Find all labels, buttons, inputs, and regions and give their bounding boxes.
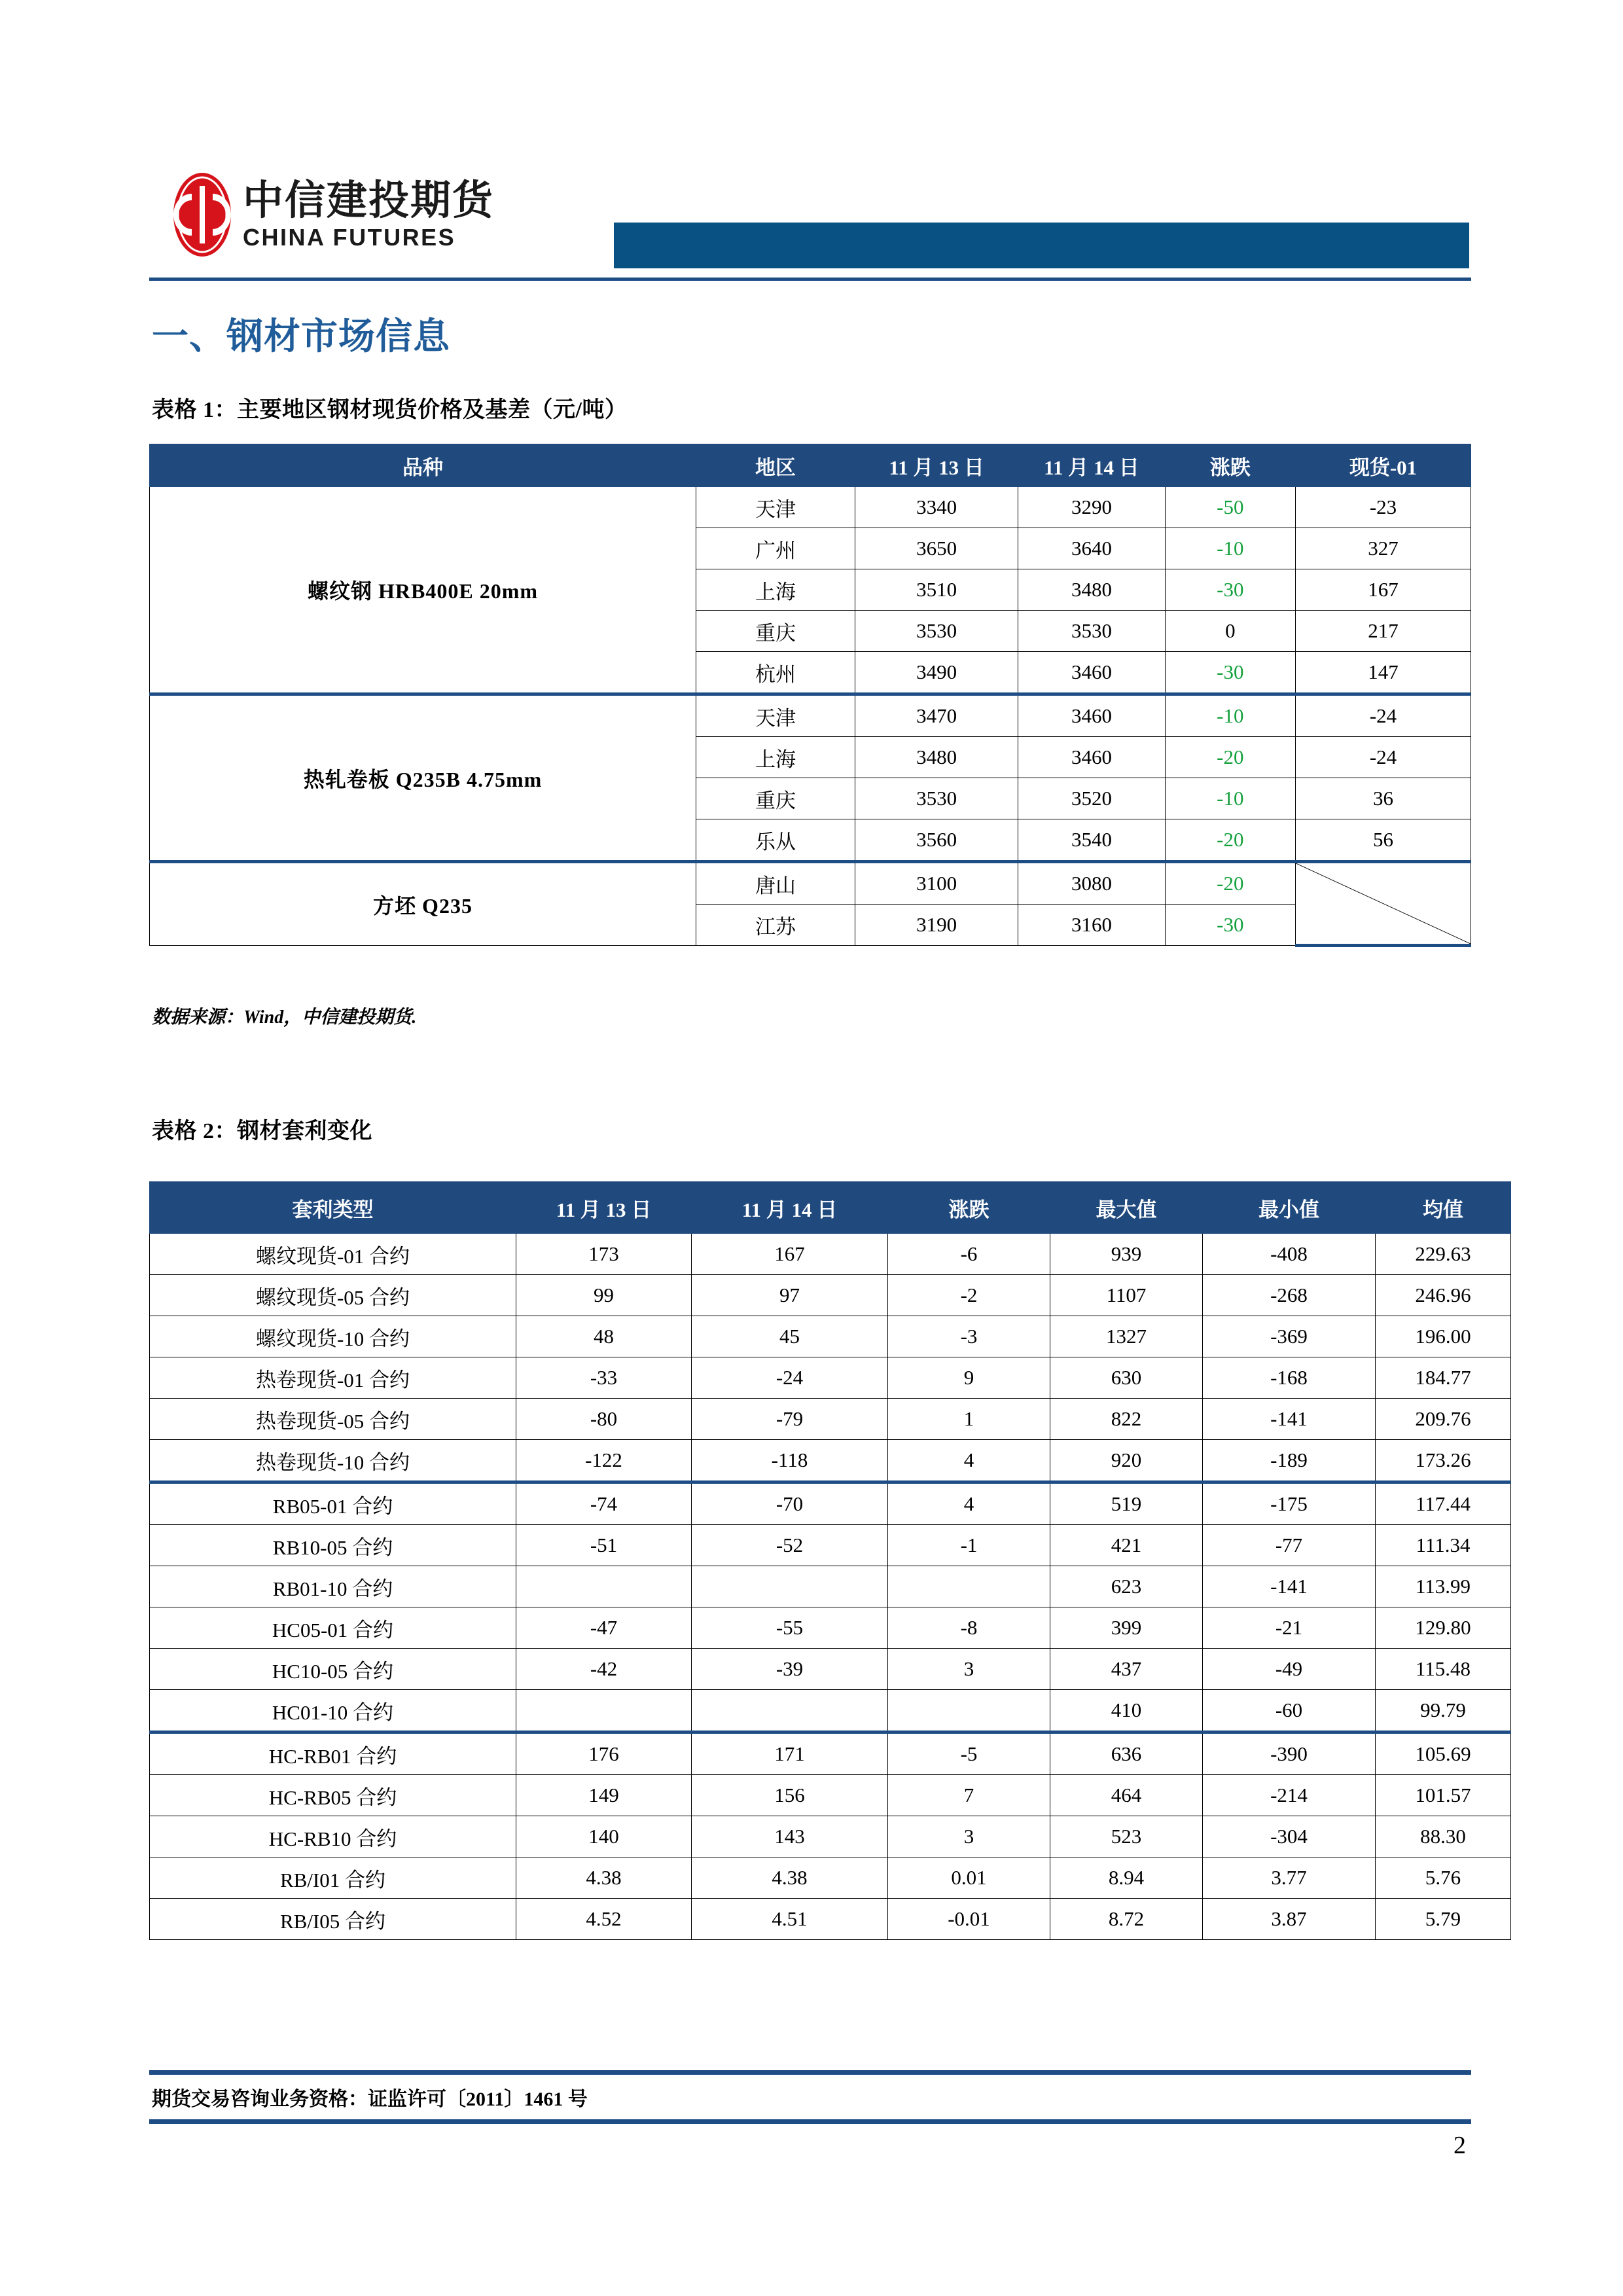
- min-cell: -304: [1203, 1816, 1376, 1857]
- value-14-cell: 97: [692, 1275, 888, 1316]
- th-arb-max: 最大值: [1050, 1182, 1203, 1234]
- max-cell: 410: [1050, 1690, 1203, 1732]
- avg-cell: 246.96: [1376, 1275, 1511, 1316]
- avg-cell: 196.00: [1376, 1316, 1511, 1357]
- avg-cell: 184.77: [1376, 1357, 1511, 1399]
- min-cell: -141: [1203, 1399, 1376, 1440]
- change-cell: -0.01: [888, 1899, 1050, 1940]
- max-cell: 421: [1050, 1525, 1203, 1566]
- change-cell: -2: [888, 1275, 1050, 1316]
- table-row: [150, 1234, 1511, 1275]
- table1-body: [150, 487, 1471, 946]
- max-cell: 399: [1050, 1607, 1203, 1649]
- change-cell: -5: [888, 1732, 1050, 1775]
- region-cell: 天津: [696, 487, 855, 528]
- max-cell: 920: [1050, 1440, 1203, 1482]
- table-row: [150, 1857, 1511, 1899]
- arb-type-cell: HC10-05 合约: [150, 1649, 516, 1690]
- arb-type-cell: 螺纹现货-01 合约: [150, 1234, 516, 1275]
- min-cell: -77: [1203, 1525, 1376, 1566]
- price-14-cell: 3480: [1018, 569, 1165, 611]
- th-arb-avg: 均值: [1376, 1182, 1511, 1234]
- avg-cell: 117.44: [1376, 1482, 1511, 1525]
- th-basis: 现货-01: [1296, 444, 1471, 487]
- value-14-cell: [692, 1566, 888, 1607]
- avg-cell: 5.76: [1376, 1857, 1511, 1899]
- change-cell: -6: [888, 1234, 1050, 1275]
- value-13-cell: 4.52: [516, 1899, 692, 1940]
- table2-caption: 表格 2：钢材套利变化: [152, 1119, 372, 1143]
- basis-cell: 217: [1296, 611, 1471, 652]
- max-cell: 630: [1050, 1357, 1203, 1399]
- arb-type-cell: RB05-01 合约: [150, 1482, 516, 1525]
- region-cell: 上海: [696, 569, 855, 611]
- change-cell: -10: [1165, 778, 1295, 819]
- table-row: [150, 1607, 1511, 1649]
- table-row: [150, 1482, 1511, 1525]
- price-13-cell: 3560: [855, 819, 1018, 862]
- price-13-cell: 3190: [855, 905, 1018, 946]
- company-name-en: CHINA FUTURES: [243, 223, 456, 251]
- table2-body: [150, 1234, 1511, 1940]
- table-row: [150, 1399, 1511, 1440]
- region-cell: 重庆: [696, 611, 855, 652]
- value-13-cell: -74: [516, 1482, 692, 1525]
- table-row: [150, 1899, 1511, 1940]
- table-row: [150, 1316, 1511, 1357]
- min-cell: -268: [1203, 1275, 1376, 1316]
- max-cell: 519: [1050, 1482, 1203, 1525]
- avg-cell: 111.34: [1376, 1525, 1511, 1566]
- change-cell: -1: [888, 1525, 1050, 1566]
- value-13-cell: 4.38: [516, 1857, 692, 1899]
- avg-cell: 105.69: [1376, 1732, 1511, 1775]
- region-cell: 唐山: [696, 862, 855, 905]
- change-cell: 3: [888, 1816, 1050, 1857]
- value-14-cell: -39: [692, 1649, 888, 1690]
- change-cell: -20: [1165, 862, 1295, 905]
- th-arb-min: 最小值: [1203, 1182, 1376, 1234]
- region-cell: 重庆: [696, 778, 855, 819]
- min-cell: -21: [1203, 1607, 1376, 1649]
- table-row: [150, 1525, 1511, 1566]
- max-cell: 1107: [1050, 1275, 1203, 1316]
- avg-cell: 209.76: [1376, 1399, 1511, 1440]
- change-cell: 3: [888, 1649, 1050, 1690]
- price-14-cell: 3290: [1018, 487, 1165, 528]
- value-13-cell: 176: [516, 1732, 692, 1775]
- basis-cell: 36: [1296, 778, 1471, 819]
- table1-source-note: 数据来源：Wind，中信建投期货.: [152, 1007, 417, 1028]
- value-14-cell: -70: [692, 1482, 888, 1525]
- footer-divider-top: [149, 2070, 1471, 2075]
- price-13-cell: 3530: [855, 611, 1018, 652]
- avg-cell: 173.26: [1376, 1440, 1511, 1482]
- price-14-cell: 3520: [1018, 778, 1165, 819]
- avg-cell: 99.79: [1376, 1690, 1511, 1732]
- basis-cell: 167: [1296, 569, 1471, 611]
- region-cell: 广州: [696, 528, 855, 569]
- price-14-cell: 3460: [1018, 694, 1165, 737]
- max-cell: 464: [1050, 1775, 1203, 1816]
- table-row: [150, 1440, 1511, 1482]
- variety-cell: 热轧卷板 Q235B 4.75mm: [150, 694, 696, 862]
- arb-type-cell: 螺纹现货-05 合约: [150, 1275, 516, 1316]
- value-14-cell: 156: [692, 1775, 888, 1816]
- max-cell: 939: [1050, 1234, 1203, 1275]
- change-cell: -20: [1165, 819, 1295, 862]
- th-arb-date-13: 11 月 13 日: [516, 1182, 692, 1234]
- min-cell: -60: [1203, 1690, 1376, 1732]
- spot-price-table: [149, 444, 1471, 947]
- min-cell: 3.87: [1203, 1899, 1376, 1940]
- value-14-cell: -24: [692, 1357, 888, 1399]
- price-14-cell: 3540: [1018, 819, 1165, 862]
- arb-type-cell: 热卷现货-05 合约: [150, 1399, 516, 1440]
- price-13-cell: 3470: [855, 694, 1018, 737]
- avg-cell: 229.63: [1376, 1234, 1511, 1275]
- table-row: [150, 1690, 1511, 1732]
- price-13-cell: 3530: [855, 778, 1018, 819]
- region-cell: 上海: [696, 737, 855, 778]
- value-13-cell: [516, 1690, 692, 1732]
- value-13-cell: 140: [516, 1816, 692, 1857]
- region-cell: 杭州: [696, 652, 855, 694]
- max-cell: 8.72: [1050, 1899, 1203, 1940]
- max-cell: 822: [1050, 1399, 1203, 1440]
- basis-cell: 56: [1296, 819, 1471, 862]
- arb-type-cell: 热卷现货-10 合约: [150, 1440, 516, 1482]
- change-cell: -30: [1165, 905, 1295, 946]
- table-row: [150, 694, 1471, 737]
- th-region: 地区: [696, 444, 855, 487]
- value-13-cell: -33: [516, 1357, 692, 1399]
- table-row: [150, 1357, 1511, 1399]
- arbitrage-table: [149, 1181, 1511, 1940]
- max-cell: 523: [1050, 1816, 1203, 1857]
- change-cell: -10: [1165, 694, 1295, 737]
- table-row: [150, 1775, 1511, 1816]
- avg-cell: 115.48: [1376, 1649, 1511, 1690]
- section-heading: 一、钢材市场信息: [152, 315, 450, 357]
- price-13-cell: 3650: [855, 528, 1018, 569]
- change-cell: 1: [888, 1399, 1050, 1440]
- price-13-cell: 3490: [855, 652, 1018, 694]
- price-14-cell: 3460: [1018, 652, 1165, 694]
- value-14-cell: 171: [692, 1732, 888, 1775]
- change-cell: -20: [1165, 737, 1295, 778]
- table-row: [150, 1816, 1511, 1857]
- basis-cell: -24: [1296, 737, 1471, 778]
- min-cell: -214: [1203, 1775, 1376, 1816]
- price-13-cell: 3480: [855, 737, 1018, 778]
- change-cell: 4: [888, 1440, 1050, 1482]
- value-13-cell: 173: [516, 1234, 692, 1275]
- value-13-cell: -80: [516, 1399, 692, 1440]
- change-cell: -50: [1165, 487, 1295, 528]
- th-arb-date-14: 11 月 14 日: [692, 1182, 888, 1234]
- change-cell: 7: [888, 1775, 1050, 1816]
- basis-cell: 147: [1296, 652, 1471, 694]
- change-cell: -10: [1165, 528, 1295, 569]
- company-logo: [172, 171, 494, 258]
- min-cell: -408: [1203, 1234, 1376, 1275]
- price-14-cell: 3640: [1018, 528, 1165, 569]
- table-row: [150, 487, 1471, 528]
- th-date-13: 11 月 13 日: [855, 444, 1018, 487]
- change-cell: -30: [1165, 652, 1295, 694]
- table2-header-row: [150, 1182, 1511, 1234]
- footer-license-text: 期货交易咨询业务资格：证监许可〔2011〕1461 号: [152, 2089, 588, 2110]
- avg-cell: 5.79: [1376, 1899, 1511, 1940]
- price-14-cell: 3160: [1018, 905, 1165, 946]
- variety-cell: 方坯 Q235: [150, 862, 696, 946]
- max-cell: 437: [1050, 1649, 1203, 1690]
- avg-cell: 113.99: [1376, 1566, 1511, 1607]
- value-14-cell: -55: [692, 1607, 888, 1649]
- value-14-cell: 143: [692, 1816, 888, 1857]
- price-13-cell: 3510: [855, 569, 1018, 611]
- min-cell: -175: [1203, 1482, 1376, 1525]
- change-cell: 4: [888, 1482, 1050, 1525]
- price-14-cell: 3530: [1018, 611, 1165, 652]
- value-13-cell: 99: [516, 1275, 692, 1316]
- basis-cell: -23: [1296, 487, 1471, 528]
- arb-type-cell: RB10-05 合约: [150, 1525, 516, 1566]
- change-cell: -30: [1165, 569, 1295, 611]
- company-name-cn: 中信建投期货: [243, 177, 495, 223]
- citic-oval-logo-icon: [172, 171, 232, 258]
- table-row: [150, 862, 1471, 905]
- table-row: [150, 1732, 1511, 1775]
- page-header: [0, 0, 1623, 262]
- value-13-cell: 149: [516, 1775, 692, 1816]
- change-cell: 0: [1165, 611, 1295, 652]
- value-14-cell: -52: [692, 1525, 888, 1566]
- value-13-cell: -47: [516, 1607, 692, 1649]
- arb-type-cell: RB01-10 合约: [150, 1566, 516, 1607]
- table1-caption: 表格 1：主要地区钢材现货价格及基差（元/吨）: [152, 398, 628, 422]
- price-14-cell: 3460: [1018, 737, 1165, 778]
- price-13-cell: 3340: [855, 487, 1018, 528]
- max-cell: 636: [1050, 1732, 1203, 1775]
- min-cell: -168: [1203, 1357, 1376, 1399]
- change-cell: -8: [888, 1607, 1050, 1649]
- table-row: [150, 1649, 1511, 1690]
- value-14-cell: -79: [692, 1399, 888, 1440]
- min-cell: -141: [1203, 1566, 1376, 1607]
- arb-type-cell: 螺纹现货-10 合约: [150, 1316, 516, 1357]
- avg-cell: 101.57: [1376, 1775, 1511, 1816]
- arb-type-cell: RB/I01 合约: [150, 1857, 516, 1899]
- change-cell: 0.01: [888, 1857, 1050, 1899]
- table-row: [150, 1566, 1511, 1607]
- basis-cell: 327: [1296, 528, 1471, 569]
- value-13-cell: [516, 1566, 692, 1607]
- table1-header-row: [150, 444, 1471, 487]
- min-cell: -369: [1203, 1316, 1376, 1357]
- arb-type-cell: HC-RB01 合约: [150, 1732, 516, 1775]
- arb-type-cell: HC01-10 合约: [150, 1690, 516, 1732]
- variety-cell: 螺纹钢 HRB400E 20mm: [150, 487, 696, 694]
- price-13-cell: 3100: [855, 862, 1018, 905]
- region-cell: 天津: [696, 694, 855, 737]
- header-accent-bar: [614, 223, 1469, 268]
- region-cell: 乐从: [696, 819, 855, 862]
- value-14-cell: 45: [692, 1316, 888, 1357]
- value-13-cell: -51: [516, 1525, 692, 1566]
- footer-divider-bottom: [149, 2119, 1471, 2124]
- region-cell: 江苏: [696, 905, 855, 946]
- value-13-cell: -122: [516, 1440, 692, 1482]
- min-cell: -49: [1203, 1649, 1376, 1690]
- min-cell: 3.77: [1203, 1857, 1376, 1899]
- change-cell: [888, 1690, 1050, 1732]
- change-cell: [888, 1566, 1050, 1607]
- value-13-cell: 48: [516, 1316, 692, 1357]
- value-14-cell: [692, 1690, 888, 1732]
- value-14-cell: 167: [692, 1234, 888, 1275]
- th-variety: 品种: [150, 444, 696, 487]
- page-number: 2: [1454, 2132, 1466, 2159]
- value-13-cell: -42: [516, 1649, 692, 1690]
- arb-type-cell: HC-RB10 合约: [150, 1816, 516, 1857]
- avg-cell: 129.80: [1376, 1607, 1511, 1649]
- min-cell: -189: [1203, 1440, 1376, 1482]
- change-cell: 9: [888, 1357, 1050, 1399]
- max-cell: 623: [1050, 1566, 1203, 1607]
- arb-type-cell: HC-RB05 合约: [150, 1775, 516, 1816]
- change-cell: -3: [888, 1316, 1050, 1357]
- max-cell: 1327: [1050, 1316, 1203, 1357]
- header-divider-line: [149, 278, 1471, 281]
- value-14-cell: 4.51: [692, 1899, 888, 1940]
- table-row: [150, 1275, 1511, 1316]
- arb-type-cell: 热卷现货-01 合约: [150, 1357, 516, 1399]
- avg-cell: 88.30: [1376, 1816, 1511, 1857]
- basis-empty-slashed-cell: [1296, 862, 1471, 946]
- value-14-cell: -118: [692, 1440, 888, 1482]
- th-change: 涨跌: [1165, 444, 1295, 487]
- th-date-14: 11 月 14 日: [1018, 444, 1165, 487]
- th-arb-change: 涨跌: [888, 1182, 1050, 1234]
- price-14-cell: 3080: [1018, 862, 1165, 905]
- arb-type-cell: HC05-01 合约: [150, 1607, 516, 1649]
- basis-cell: -24: [1296, 694, 1471, 737]
- min-cell: -390: [1203, 1732, 1376, 1775]
- arb-type-cell: RB/I05 合约: [150, 1899, 516, 1940]
- max-cell: 8.94: [1050, 1857, 1203, 1899]
- value-14-cell: 4.38: [692, 1857, 888, 1899]
- th-arb-type: 套利类型: [150, 1182, 516, 1234]
